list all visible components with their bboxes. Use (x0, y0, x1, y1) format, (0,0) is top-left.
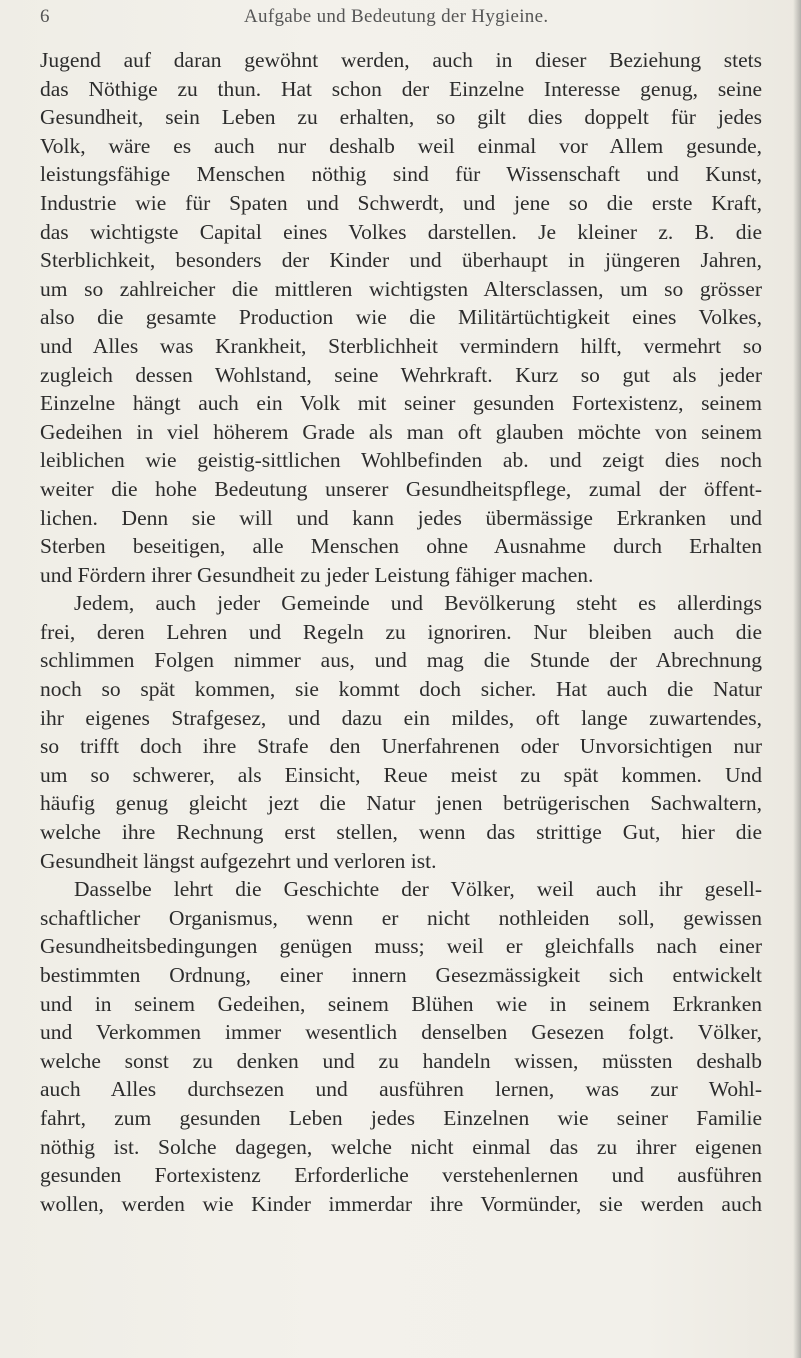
text-line: gesunden Fortexistenz Erforderliche verstehenlernen und ausführen (40, 1163, 762, 1188)
text-line: und Verkommen immer wesentlich denselben Gesezen folgt. Völker, (40, 1020, 762, 1045)
text-line: Einzelne hängt auch ein Volk mit seiner gesunden Fortexistenz, seinem (40, 391, 762, 416)
text-line: leiblichen wie geistig-sittlichen Wohlbefinden ab. und zeigt dies noch (40, 448, 762, 473)
text-line: Jugend auf daran gewöhnt werden, auch in dieser Beziehung stets (40, 48, 762, 72)
text-line: Sterben beseitigen, alle Menschen ohne Ausnahme durch Erhalten (40, 534, 762, 559)
text-line: häufig genug gleicht jezt die Natur jenen betrügerischen Sachwaltern, (40, 791, 762, 816)
text-line: also die gesamte Production wie die Militärtüchtigkeit eines Volkes, (40, 305, 762, 330)
text-line: zugleich dessen Wohlstand, seine Wehrkraft. Kurz so gut als jeder (40, 362, 762, 387)
text-line: auch Alles durchsezen und ausführen lernen, was zur Wohl- (40, 1077, 762, 1102)
text-line: nöthig ist. Solche dagegen, welche nicht einmal das zu ihrer eigenen (40, 1134, 762, 1159)
text-line: welche sonst zu denken und zu handeln wissen, müssten deshalb (40, 1048, 762, 1073)
text-line: das wichtigste Capital eines Volkes darstellen. Je kleiner z. B. die (40, 219, 762, 244)
text-line: leistungsfähige Menschen nöthig sind für Wissenschaft und Kunst, (40, 162, 762, 187)
text-line: wollen, werden wie Kinder immerdar ihre Vormünder, sie werden auch (40, 1191, 762, 1216)
text-line: und Alles was Krankheit, Sterblichheit vermindern hilft, vermehrt so (40, 333, 762, 358)
text-line: weiter die hohe Bedeutung unserer Gesundheitspflege, zumal der öffent- (40, 476, 762, 501)
running-title: Aufgabe und Bedeutung der Hygieine. (244, 6, 549, 27)
page-edge-shadow (793, 0, 801, 1358)
page-header (40, 6, 760, 32)
text-line: und in seinem Gedeihen, seinem Blühen wie in seinem Erkranken (40, 991, 762, 1016)
text-line: um so schwerer, als Einsicht, Reue meist zu spät kommen. Und (40, 762, 762, 787)
text-line: so trifft doch ihre Strafe den Unerfahrenen oder Unvorsichtigen nur (40, 734, 762, 759)
text-line: Sterblichkeit, besonders der Kinder und überhaupt in jüngeren Jahren, (40, 248, 762, 273)
text-line: das Nöthige zu thun. Hat schon der Einzelne Interesse genug, seine (40, 76, 762, 101)
text-line: noch so spät kommen, sie kommt doch sicher. Hat auch die Natur (40, 677, 762, 702)
text-line: und Fördern ihrer Gesundheit zu jeder Leistung fähiger machen. (40, 562, 594, 587)
text-line: Volk, wäre es auch nur deshalb weil einmal vor Allem gesunde, (40, 133, 762, 158)
text-line: frei, deren Lehren und Regeln zu ignoriren. Nur bleiben auch die (40, 619, 762, 644)
text-line: Gesundheit, sein Leben zu erhalten, so gilt dies doppelt für jedes (40, 105, 762, 130)
text-line: schlimmen Folgen nimmer aus, und mag die Stunde der Abrechnung (40, 648, 762, 673)
text-line: lichen. Denn sie will und kann jedes übermässige Erkranken und (40, 505, 762, 530)
text-line: welche ihre Rechnung erst stellen, wenn das strittige Gut, hier die (40, 820, 762, 845)
text-line: Jedem, auch jeder Gemeinde und Bevölkerung steht es allerdings (74, 591, 762, 616)
text-line: Gesundheitsbedingungen genügen muss; weil er gleichfalls nach einer (40, 934, 762, 959)
text-line: ihr eigenes Strafgesez, und dazu ein mildes, oft lange zuwartendes, (40, 705, 762, 730)
text-line: bestimmten Ordnung, einer innern Gesezmässigkeit sich entwickelt (40, 963, 762, 987)
page-number: 6 (40, 6, 50, 27)
text-line: Gedeihen in viel höherem Grade als man oft glauben möchte von seinem (40, 419, 762, 444)
body-text (40, 46, 762, 1218)
text-line: schaftlicher Organismus, wenn er nicht nothleiden soll, gewissen (40, 905, 762, 930)
text-line: Industrie wie für Spaten und Schwerdt, und jene so die erste Kraft, (40, 190, 762, 215)
text-line: Gesundheit längst aufgezehrt und verloren ist. (40, 848, 437, 873)
text-line: Dasselbe lehrt die Geschichte der Völker, weil auch ihr gesell- (74, 877, 762, 902)
text-line: um so zahlreicher die mittleren wichtigsten Altersclassen, um so grösser (40, 276, 762, 301)
text-line: fahrt, zum gesunden Leben jedes Einzelnen wie seiner Familie (40, 1105, 762, 1130)
